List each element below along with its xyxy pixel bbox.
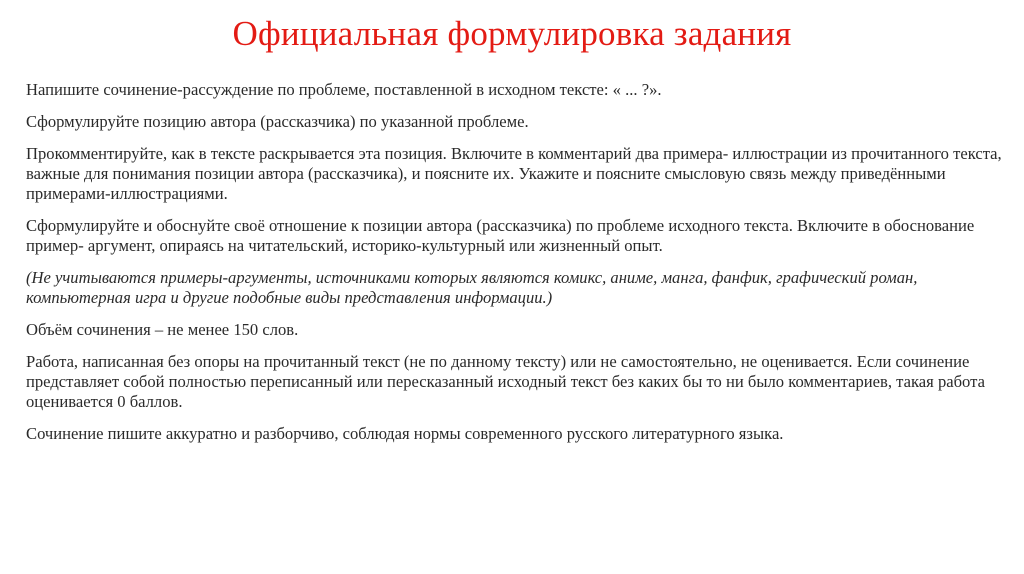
paragraph-essay-task: Напишите сочинение-рассуждение по проблеме, поставленной в исходном тексте: « ... ?». [26, 80, 662, 99]
paragraph-excluded-sources-note: (Не учитываются примеры-аргументы, источниками которых являются комикс, аниме, манга, фанфик, графический роман, компьютерная игра и другие подобные виды представления информации.) [26, 268, 918, 307]
paragraph-word-count: Объём сочинения – не менее 150 слов. [26, 320, 299, 339]
slide-title: Официальная формулировка задания [232, 14, 792, 53]
paragraph-commentary: Прокомментируйте, как в тексте раскрывается эта позиция. Включите в комментарий два примера- иллюстрации из прочитанного текста, важные для понимания позиции автора (рассказчика), и поясните их. Укажите и поясните смысловую связь между приведёнными примерами-иллюстрациями. [26, 144, 1002, 203]
paragraph-neatness: Сочинение пишите аккуратно и разборчиво, соблюдая нормы современного русского литературного языка. [26, 424, 784, 443]
task-text [26, 80, 1006, 456]
paragraph-own-opinion: Сформулируйте и обоснуйте своё отношение к позиции автора (рассказчика) по проблеме исходного текста. Включите в обоснование пример- аргумент, опираясь на читательский, историко-культурный или жизненный опыт. [26, 216, 975, 255]
paragraph-author-position: Сформулируйте позицию автора (рассказчика) по указанной проблеме. [26, 112, 529, 131]
paragraph-grading-rules: Работа, написанная без опоры на прочитанный текст (не по данному тексту) или не самостоятельно, не оценивается. Если сочинение представляет собой полностью переписанный или пересказанный исходный текст без каких бы то ни было комментариев, такая работа оценивается 0 баллов. [26, 352, 985, 411]
